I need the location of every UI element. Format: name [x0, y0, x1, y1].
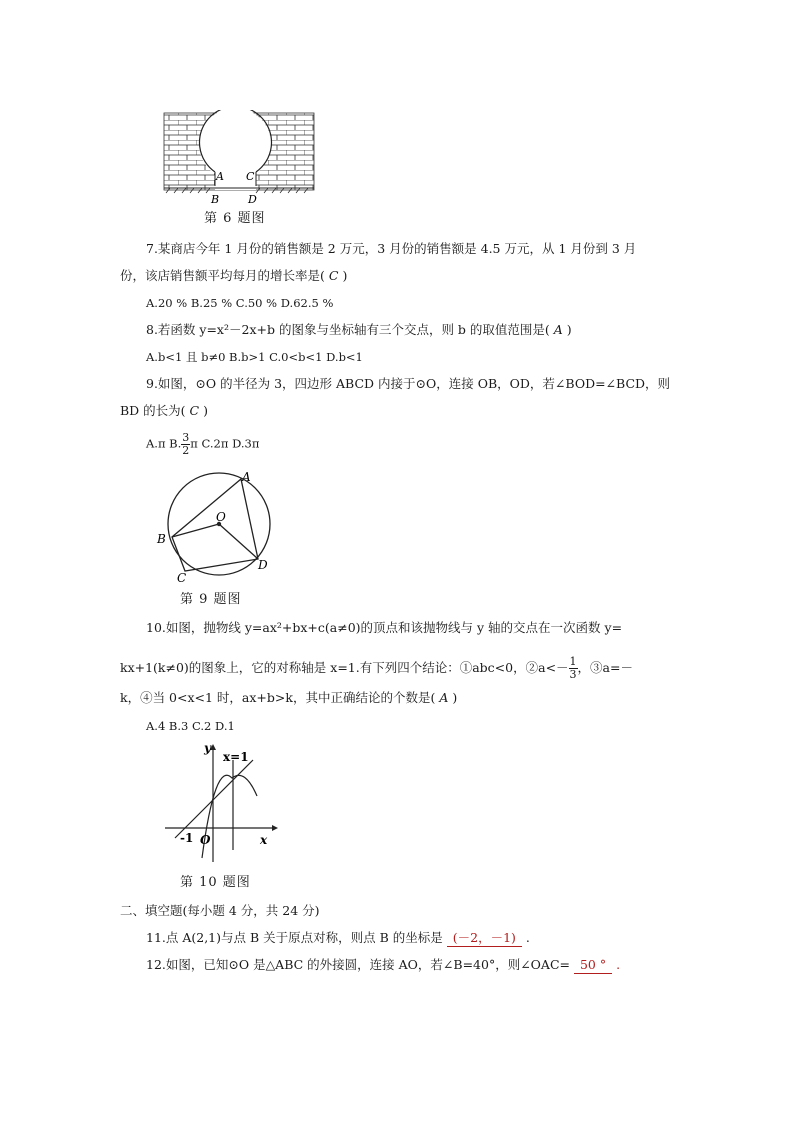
q8-line: [146, 322, 572, 338]
figure-6: [160, 110, 320, 210]
label-d: D: [258, 558, 268, 572]
q12-stem: 12.如图，已知⊙O 是△ABC 的外接圆，连接 AO，若∠B=40°，则∠OAC=: [146, 957, 570, 972]
figure-9: [155, 468, 280, 588]
q8-stem: 8.若函数 y=x²－2x+b 的图象与坐标轴有三个交点，则 b 的取值范围是(: [146, 322, 550, 337]
q7-stem: 份，该店销售额平均每月的增长率是(: [120, 268, 325, 283]
label-o: O: [216, 510, 226, 524]
q12-answer: 50 °: [574, 957, 612, 974]
fraction-one-third: [569, 656, 578, 681]
q9-line2: [120, 403, 208, 419]
q9-opt-rest: π C.2π D.3π: [190, 436, 260, 451]
q9-answer: C: [189, 403, 200, 418]
q10-line2-part2: ，③a=－: [577, 660, 633, 675]
q7-answer: C: [328, 268, 339, 283]
axis-x-label: x: [260, 833, 268, 847]
fraction-denominator: 2: [182, 444, 190, 457]
q9-close: ): [203, 403, 208, 418]
q7-options: A.20 % B.25 % C.50 % D.62.5 %: [146, 296, 334, 310]
figure-9-caption: 第 9 题图: [180, 592, 242, 607]
label-b: B: [157, 532, 166, 546]
q10-stem: k，④当 0<x<1 时，ax+b>k，其中正确结论的个数是(: [120, 690, 436, 705]
label-a: A: [242, 470, 251, 484]
figure-10: [160, 740, 285, 870]
q10-close: ): [452, 690, 458, 705]
label-c: C: [177, 571, 187, 585]
label-d: D: [248, 193, 257, 206]
fraction-numerator: 3: [182, 431, 190, 444]
circle-quadrilateral-diagram: [155, 468, 280, 588]
section2-heading: 二、填空题(每小题 4 分，共 24 分): [120, 903, 320, 918]
q11-end: .: [525, 930, 530, 945]
q10-line1: 10.如图，抛物线 y=ax²+bx+c(a≠0)的顶点和该抛物线与 y 轴的交点在一次函数 y=: [146, 620, 623, 635]
q7-line1: 7.某商店今年 1 月份的销售额是 2 万元，3 月份的销售额是 4.5 万元，从 1 月份到 3 月: [146, 241, 637, 256]
figure-6-caption: 第 6 题图: [204, 211, 266, 226]
q10-line3: [120, 690, 457, 706]
q12-end: .: [616, 957, 621, 972]
q11-stem: 11.点 A(2,1)与点 B 关于原点对称，则点 B 的坐标是: [146, 930, 443, 945]
q10-line2: [120, 656, 633, 681]
q10-line2-part1: kx+1(k≠0)的图象上，它的对称轴是 x=1.有下列四个结论：①abc<0，②a<－: [120, 660, 569, 675]
parabola-line-graph: [160, 740, 285, 870]
q9-options: [146, 432, 259, 457]
q8-options: A.b<1 且 b≠0 B.b>1 C.0<b<1 D.b<1: [146, 350, 363, 364]
fraction-three-halves: [181, 432, 190, 457]
label-c: C: [246, 170, 255, 183]
label-a: A: [216, 170, 224, 183]
q9-opt-a: A.π B.: [146, 436, 182, 451]
symmetry-axis-label: x=1: [223, 750, 249, 764]
q9-line1: 9.如图，⊙O 的半径为 3，四边形 ABCD 内接于⊙O，连接 OB，OD，若∠BOD=∠BCD，则: [146, 376, 671, 391]
q12-line: [146, 957, 620, 974]
q10-options: A.4 B.3 C.2 D.1: [146, 719, 235, 733]
figure-10-caption: 第 10 题图: [180, 875, 251, 890]
q8-answer: A: [553, 322, 563, 337]
q11-answer: (－2，－1): [447, 930, 522, 947]
axis-y-label: y: [204, 741, 211, 755]
fraction-denominator: 3: [569, 668, 577, 681]
q10-answer: A: [439, 690, 449, 705]
label-neg-one: -1: [180, 831, 194, 845]
label-origin: O: [200, 833, 211, 847]
label-b: B: [211, 193, 220, 206]
q9-stem: BD 的长为(: [120, 403, 186, 418]
q8-close: ): [566, 322, 572, 337]
fraction-numerator: 1: [569, 655, 577, 668]
q11-line: [146, 930, 530, 947]
q7-close: ): [342, 268, 348, 283]
brick-wall-arch-diagram: [160, 110, 320, 210]
q7-line2: [120, 268, 347, 284]
